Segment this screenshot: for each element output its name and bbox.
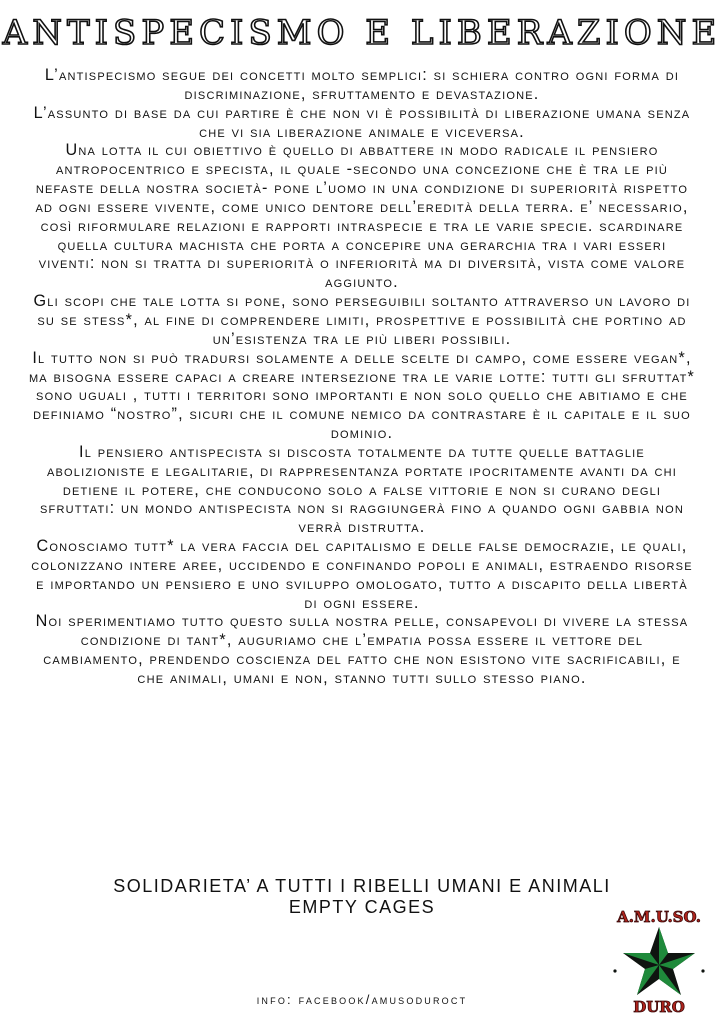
paragraph: Gli scopi che tale lotta si pone, sono perseguibili soltanto attraverso un lavoro di su se stess*, al fine di comprendere limiti, prospettive e possibilità che portino ad un’esistenza tra le più liberi possibili.	[33, 292, 691, 348]
slogan-line-2: EMPTY CAGES	[288, 897, 436, 917]
manifesto-body	[28, 66, 696, 688]
paragraph: L’antispecismo segue dei concetti molto semplici: si schiera contro ogni forma di discriminazione, sfruttamento e devastazione.	[44, 66, 680, 103]
paragraph: Conosciamo tutt* la vera faccia del capitalismo e delle false democrazie, le quali, colonizzano intere aree, uccidendo e confinando popoli e animali, estraendo risorse e importando un pensiero e uno sviluppo omologato, tutto a discapito della libertà di ogni essere.	[31, 537, 693, 612]
paragraph: L’assunto di base da cui partire è che non vi è possibilità di liberazione umana senza che vi sia liberazione animale e viceversa.	[33, 103, 691, 141]
logo-top-text: A.M.U.SO.	[617, 908, 701, 926]
star-dot-left	[613, 969, 616, 972]
solidarity-slogan	[40, 876, 684, 918]
info-contact: info: facebook/amusoduroct	[256, 992, 468, 1007]
paragraph: Il pensiero antispecista si discosta totalmente da tutte quelle battaglie abolizioniste e legalitarie, di rappresentanza portate ipocritamente avanti da chi detiene il potere, che conducono solo a false vittorie e non si curano degli sfruttati: un mondo antispecista non si raggiungerà fino a quando ogni gabbia non verrà distrutta.	[40, 442, 684, 537]
nautical-star-icon	[613, 927, 704, 995]
amuso-duro-logo	[604, 904, 714, 1016]
title-text: ANTISPECISMO E LIBERAZIONE	[2, 13, 722, 53]
paragraph: Noi sperimentiamo tutto questo sulla nostra pelle, consapevoli di vivere la stessa condizione di tant*, auguriamo che l’empatia possa essere il vettore del cambiamento, prendendo coscienza del fatto che non esistono vite sacrificabili, e che animali, umani e non, stanno tutti sullo stesso piano.	[35, 612, 689, 687]
paragraph: Il tutto non si può tradursi solamente a delle scelte di campo, come essere vegan*, ma bisogna essere capaci a creare intersezione tra le varie lotte: tutti gli sfruttat* sono uguali , tutti i territori sono importanti e non solo quello che abitiamo e che definiamo “nostro”, sicuri che il comune nemico da contrastare è il capitale e il suo dominio.	[28, 348, 696, 443]
star-dot-right	[701, 969, 704, 972]
slogan-line-1: SOLIDARIETA’ A TUTTI I RIBELLI UMANI E ANIMALI	[113, 876, 611, 896]
page-title	[2, 10, 722, 56]
logo-bottom-text: DURO	[633, 998, 685, 1016]
paragraph: Una lotta il cui obiettivo è quello di abbattere in modo radicale il pensiero antropocentrico e specista, il quale -secondo una concezione che è tra le più nefaste della nostra società- pone l’uomo in una condizione di superiorità rispetto ad ogni essere vivente, come unico dentore dell’eredità della terra. e’ necessario, così riformulare relazioni e rapporti intraspecie e tra le varie specie. scardinare quella cultura machista che porta a concepire una gerarchia tra i vari esseri viventi: non si tratta di superiorità o inferiorità ma di diversità, vista come valore aggiunto.	[35, 141, 689, 292]
